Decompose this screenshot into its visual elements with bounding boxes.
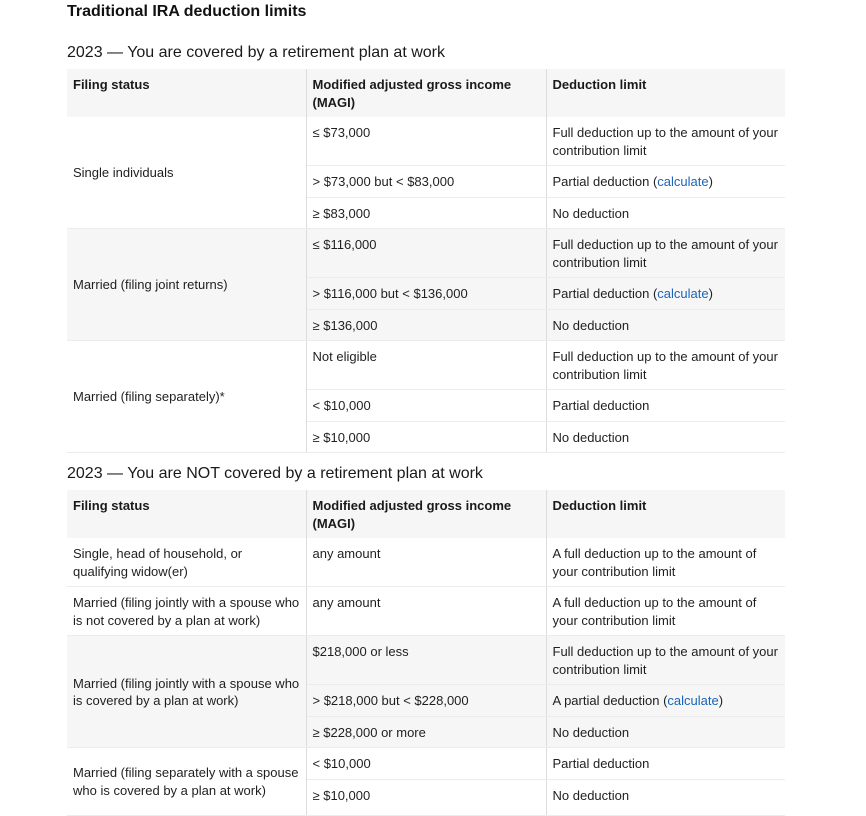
deduction-limit-cell: Partial deduction — [546, 748, 785, 780]
header-filing-status: Filing status — [67, 69, 306, 117]
magi-cell: Not eligible — [306, 341, 546, 390]
deduction-limit-cell — [546, 166, 785, 198]
filing-status-cell: Single, head of household, or qualifying widow(er) — [67, 538, 306, 587]
header-filing-status: Filing status — [67, 490, 306, 538]
magi-cell: ≥ $10,000 — [306, 779, 546, 815]
magi-cell: < $10,000 — [306, 748, 546, 780]
deduction-limit-cell: Full deduction up to the amount of your contribution limit — [546, 117, 785, 166]
magi-cell: > $218,000 but < $228,000 — [306, 685, 546, 717]
header-magi: Modified adjusted gross income (MAGI) — [306, 69, 546, 117]
deduction-limit-cell: A full deduction up to the amount of your contribution limit — [546, 538, 785, 587]
deduction-limit-cell — [546, 685, 785, 717]
magi-cell: ≥ $10,000 — [306, 421, 546, 453]
not-covered-deduction-table — [67, 490, 785, 816]
deduction-limit-cell: No deduction — [546, 421, 785, 453]
filing-status-cell: Married (filing separately with a spouse who is covered by a plan at work) — [67, 748, 306, 816]
deduction-limit-suffix: ) — [718, 693, 724, 708]
deduction-limit-cell: No deduction — [546, 197, 785, 229]
magi-cell: any amount — [306, 538, 546, 587]
deduction-limit-cell: A full deduction up to the amount of your contribution limit — [546, 587, 785, 636]
magi-cell: $218,000 or less — [306, 636, 546, 685]
magi-cell: any amount — [306, 587, 546, 636]
magi-cell: ≥ $83,000 — [306, 197, 546, 229]
table-row — [67, 587, 785, 636]
deduction-limit-cell: Full deduction up to the amount of your contribution limit — [546, 229, 785, 278]
deduction-limit-cell: Partial deduction — [546, 390, 785, 422]
magi-cell: ≥ $228,000 or more — [306, 716, 546, 748]
filing-status-cell: Single individuals — [67, 117, 306, 229]
deduction-limit-cell: No deduction — [546, 779, 785, 815]
not-covered-section-title: 2023 — You are NOT covered by a retirement plan at work — [67, 465, 483, 482]
calculate-link[interactable]: calculate — [657, 174, 709, 189]
table-row — [67, 748, 785, 780]
calculate-link[interactable]: calculate — [667, 693, 719, 708]
table-row — [67, 117, 785, 166]
deduction-limit-cell: No deduction — [546, 716, 785, 748]
magi-cell: ≥ $136,000 — [306, 309, 546, 341]
filing-status-cell: Married (filing jointly with a spouse who is not covered by a plan at work) — [67, 587, 306, 636]
deduction-limit-text: Partial deduction ( — [552, 174, 658, 189]
header-deduction-limit: Deduction limit — [546, 490, 785, 538]
table-row — [67, 636, 785, 685]
deduction-limit-suffix: ) — [708, 174, 713, 189]
filing-status-cell: Married (filing joint returns) — [67, 229, 306, 341]
magi-cell: ≤ $116,000 — [306, 229, 546, 278]
magi-cell: ≤ $73,000 — [306, 117, 546, 166]
magi-cell: < $10,000 — [306, 390, 546, 422]
deduction-limit-cell: No deduction — [546, 309, 785, 341]
calculate-link[interactable]: calculate — [657, 286, 709, 301]
deduction-limit-cell: Full deduction up to the amount of your contribution limit — [546, 636, 785, 685]
table-row — [67, 229, 785, 278]
deduction-limit-suffix: ) — [708, 286, 713, 301]
deduction-limit-text: A partial deduction ( — [552, 693, 668, 708]
filing-status-cell: Married (filing separately)* — [67, 341, 306, 453]
table-row — [67, 538, 785, 587]
page-title: Traditional IRA deduction limits — [67, 3, 307, 20]
covered-deduction-table — [67, 69, 785, 453]
filing-status-cell: Married (filing jointly with a spouse who is covered by a plan at work) — [67, 636, 306, 748]
deduction-limit-text: Partial deduction ( — [552, 286, 658, 301]
magi-cell: > $73,000 but < $83,000 — [306, 166, 546, 198]
deduction-limit-cell — [546, 278, 785, 310]
magi-cell: > $116,000 but < $136,000 — [306, 278, 546, 310]
header-magi: Modified adjusted gross income (MAGI) — [306, 490, 546, 538]
covered-section-title: 2023 — You are covered by a retirement plan at work — [67, 44, 445, 61]
table-row — [67, 341, 785, 390]
header-deduction-limit: Deduction limit — [546, 69, 785, 117]
table-header-row — [67, 490, 785, 538]
deduction-limit-cell: Full deduction up to the amount of your contribution limit — [546, 341, 785, 390]
table-header-row — [67, 69, 785, 117]
